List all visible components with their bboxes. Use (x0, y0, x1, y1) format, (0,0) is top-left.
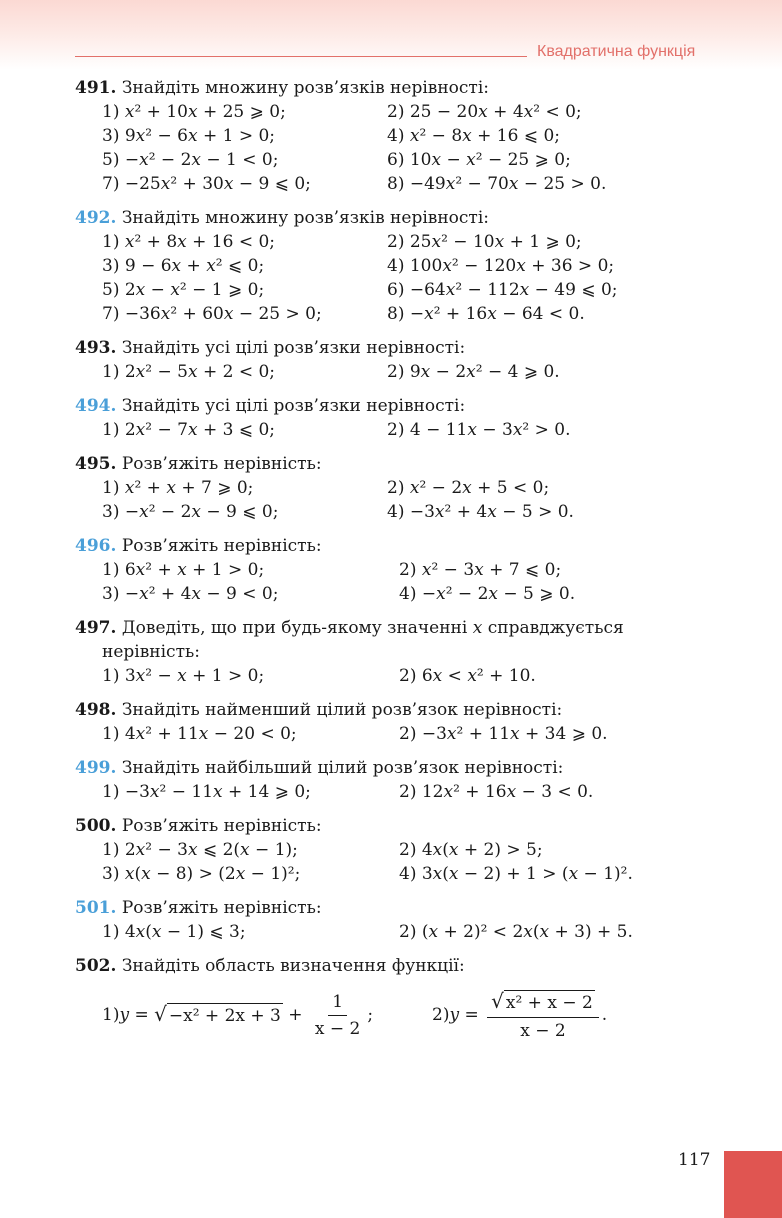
fraction (311, 992, 364, 1039)
formula-plus: + (282, 1005, 308, 1025)
exercise-prompt: Знайдіть область визначення функції: (121, 956, 465, 976)
exercise-header (75, 814, 725, 838)
task-item: 1) 3x² − x + 1 > 0; (102, 666, 265, 686)
exercise-number: 501. (75, 898, 117, 918)
page-number: 117 (678, 1150, 711, 1170)
sqrt-sign (154, 1003, 283, 1027)
exercise-prompt: Знайдіть найменший цілий розв’язок нерівності: (121, 700, 563, 720)
exercise-500 (75, 814, 725, 886)
task-item: 4) −3x² + 4x − 5 > 0. (387, 502, 574, 522)
task-item: 8) −x² + 16x − 64 < 0. (387, 304, 585, 324)
exercise-header (75, 206, 725, 230)
exercise-header (75, 616, 725, 640)
exercise-header (75, 394, 725, 418)
exercise-header (75, 756, 725, 780)
task-item: 2) x² − 3x + 7 ⩽ 0; (399, 560, 562, 580)
exercise-number: 492. (75, 208, 117, 228)
exercise-496 (75, 534, 725, 606)
formula-end: . (601, 1005, 608, 1025)
task-item: 2) 4 − 11x − 3x² > 0. (387, 420, 571, 440)
exercise-prompt: Знайдіть множину розв’язків нерівності: (121, 208, 489, 228)
exercise-prompt: Розв’яжіть нерівність: (121, 898, 322, 918)
task-item: 6) 10x − x² − 25 ⩾ 0; (387, 150, 571, 170)
exercise-492 (75, 206, 725, 326)
task-item: 1) 2x² − 7x + 3 ⩽ 0; (102, 420, 276, 440)
task-item: 1) x² + 10x + 25 ⩾ 0; (102, 102, 286, 122)
exercise-prompt: Розв’яжіть нерівність: (121, 454, 322, 474)
task-item: 1) 6x² + x + 1 > 0; (102, 560, 265, 580)
fraction-denominator: x − 2 (314, 1018, 361, 1039)
formula-variable: y (449, 1005, 460, 1025)
exercise-502 (75, 954, 725, 1048)
page-corner-tab (724, 1151, 782, 1218)
exercise-prompt: Розв’яжіть нерівність: (121, 536, 322, 556)
fraction-numerator (487, 990, 599, 1018)
exercise-header (75, 698, 725, 722)
task-item: 2) 25 − 20x + 4x² < 0; (387, 102, 582, 122)
exercise-number: 494. (75, 396, 117, 416)
task-item: 4) x² − 8x + 16 ⩽ 0; (387, 126, 561, 146)
exercise-number: 502. (75, 956, 117, 976)
task-item: 5) −x² − 2x − 1 < 0; (102, 150, 279, 170)
task-item: 2) 9x − 2x² − 4 ⩾ 0. (387, 362, 560, 382)
exercise-header (75, 76, 725, 100)
exercise-491 (75, 76, 725, 196)
task-item: 1) x² + x + 7 ⩾ 0; (102, 478, 254, 498)
task-item: 3) −x² + 4x − 9 < 0; (102, 584, 279, 604)
formula-label: 2) (432, 1005, 450, 1025)
radicand: x² + x − 2 (504, 990, 595, 1014)
task-item: 2) 6x < x² + 10. (399, 666, 536, 686)
task-item: 8) −49x² − 70x − 25 > 0. (387, 174, 607, 194)
exercise-number: 497. (75, 618, 117, 638)
running-header: Квадратична функція (537, 43, 696, 60)
exercise-header (75, 452, 725, 476)
fraction-numerator: 1 (328, 992, 347, 1016)
exercise-header (75, 954, 725, 978)
fraction (487, 990, 599, 1041)
task-item: 1) x² + 8x + 16 < 0; (102, 232, 276, 252)
task-item: 1) 4x² + 11x − 20 < 0; (102, 724, 297, 744)
task-item: 7) −25x² + 30x − 9 ⩽ 0; (102, 174, 311, 194)
exercise-501 (75, 896, 725, 944)
exercise-number: 499. (75, 758, 117, 778)
exercise-number: 491. (75, 78, 117, 98)
task-item: 4) 3x(x − 2) + 1 > (x − 1)². (399, 864, 633, 884)
radical-icon: √ (154, 1002, 167, 1026)
exercise-number: 496. (75, 536, 117, 556)
exercise-prompt: Знайдіть множину розв’язків нерівності: (121, 78, 489, 98)
exercise-prompt: Знайдіть усі цілі розв’язки нерівності: (121, 396, 466, 416)
exercise-header (75, 336, 725, 360)
exercise-prompt-continued: нерівність: (102, 642, 200, 662)
task-item: 3) 9 − 6x + x² ⩽ 0; (102, 256, 265, 276)
task-item: 1) 4x(x − 1) ⩽ 3; (102, 922, 246, 942)
task-item: 2) 4x(x + 2) > 5; (399, 840, 543, 860)
task-item: 1) 2x² − 3x ⩽ 2(x − 1); (102, 840, 298, 860)
task-item: 6) −64x² − 112x − 49 ⩽ 0; (387, 280, 618, 300)
task-item: 3) x(x − 8) > (2x − 1)²; (102, 864, 301, 884)
task-item: 7) −36x² + 60x − 25 > 0; (102, 304, 322, 324)
formula-label: 1) (102, 1005, 120, 1025)
task-item: 2) x² − 2x + 5 < 0; (387, 478, 550, 498)
formula-equals: = (459, 1005, 485, 1025)
task-item: 3) −x² − 2x − 9 ⩽ 0; (102, 502, 279, 522)
exercise-header (75, 896, 725, 920)
fraction-denominator: x − 2 (520, 1020, 566, 1041)
task-item: 4) −x² − 2x − 5 ⩾ 0. (399, 584, 576, 604)
formula-variable: y (119, 1005, 130, 1025)
task-item: 2) (x + 2)² < 2x(x + 3) + 5. (399, 922, 633, 942)
radical-icon: √ (491, 988, 504, 1013)
exercise-number: 495. (75, 454, 117, 474)
task-item: 2) 12x² + 16x − 3 < 0. (399, 782, 594, 802)
formula-row (75, 982, 725, 1048)
radicand: −x² + 2x + 3 (167, 1003, 283, 1027)
exercise-number: 500. (75, 816, 117, 836)
exercise-494 (75, 394, 725, 442)
exercise-prompt: Доведіть, що при будь-якому значенні x справджується (121, 618, 624, 638)
formula-equals: = (129, 1005, 155, 1025)
exercise-497 (75, 616, 725, 688)
header-rule (75, 56, 527, 57)
exercise-prompt: Знайдіть усі цілі розв’язки нерівності: (121, 338, 466, 358)
formula-1 (75, 992, 432, 1039)
task-item: 3) 9x² − 6x + 1 > 0; (102, 126, 276, 146)
exercise-495 (75, 452, 725, 524)
sqrt-sign (491, 990, 595, 1014)
task-item: 2) 25x² − 10x + 1 ⩾ 0; (387, 232, 582, 252)
exercise-prompt: Розв’яжіть нерівність: (121, 816, 322, 836)
exercise-number: 498. (75, 700, 117, 720)
formula-end: ; (367, 1005, 374, 1025)
exercise-493 (75, 336, 725, 384)
exercise-list (75, 76, 725, 1058)
task-item: 1) 2x² − 5x + 2 < 0; (102, 362, 276, 382)
task-item: 2) −3x² + 11x + 34 ⩾ 0. (399, 724, 608, 744)
exercise-number: 493. (75, 338, 117, 358)
task-item: 5) 2x − x² − 1 ⩾ 0; (102, 280, 265, 300)
exercise-498 (75, 698, 725, 746)
exercise-prompt: Знайдіть найбільший цілий розв’язок нерівності: (121, 758, 564, 778)
formula-2 (432, 990, 607, 1041)
task-item: 4) 100x² − 120x + 36 > 0; (387, 256, 615, 276)
task-item: 1) −3x² − 11x + 14 ⩾ 0; (102, 782, 311, 802)
exercise-499 (75, 756, 725, 804)
exercise-header (75, 534, 725, 558)
